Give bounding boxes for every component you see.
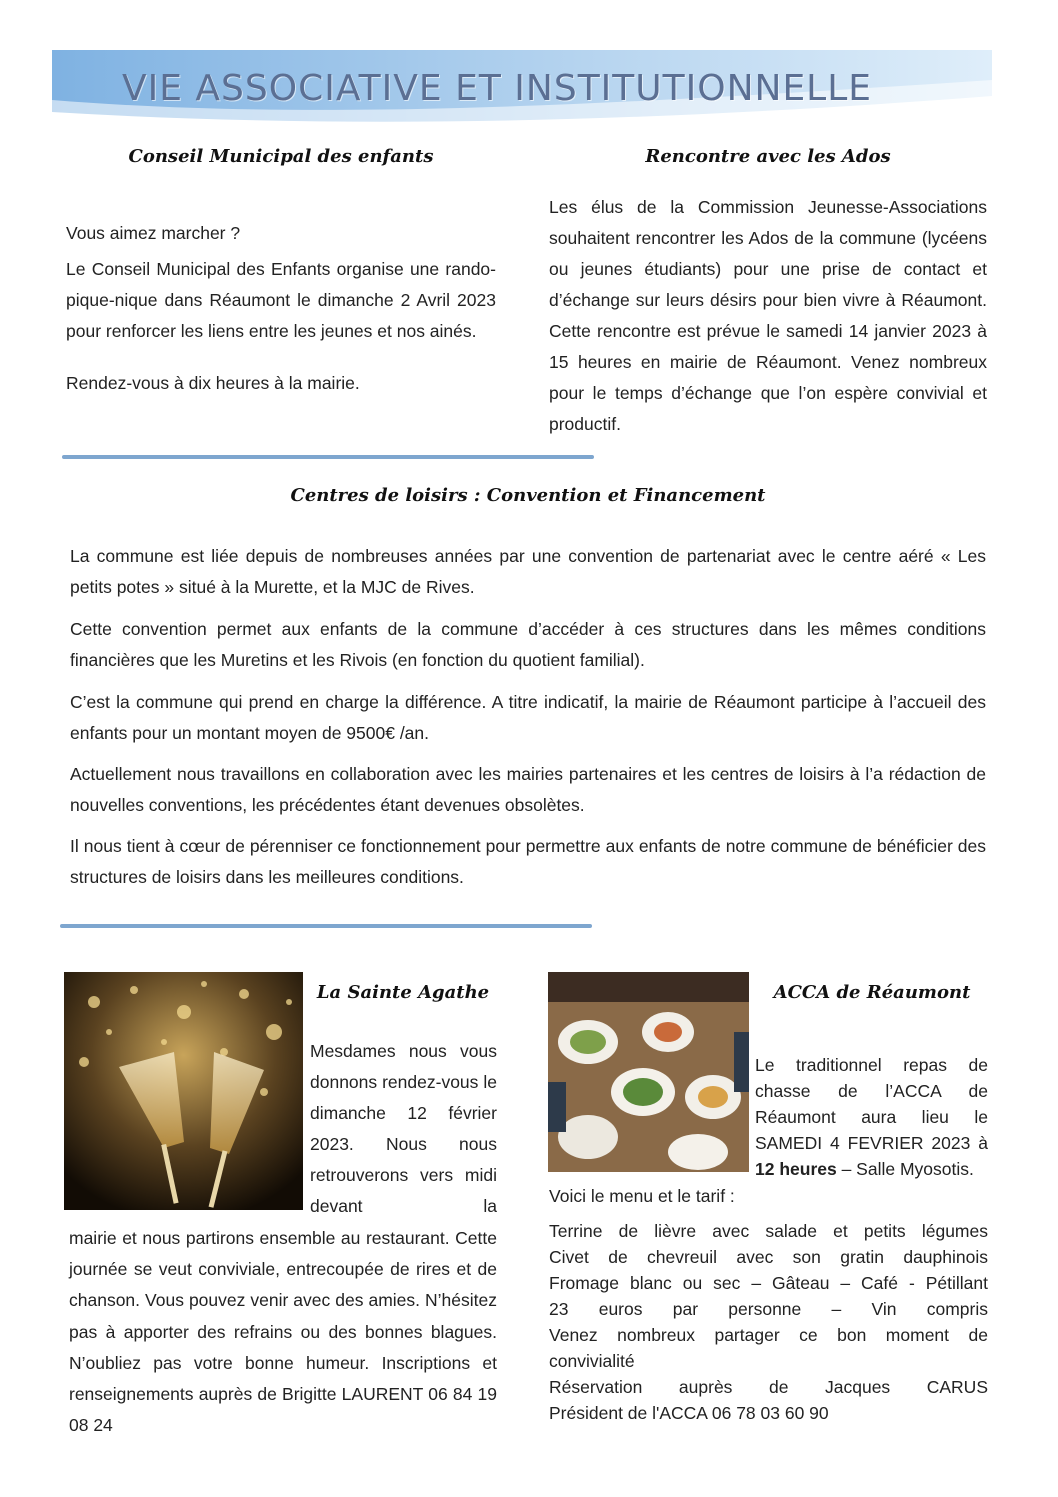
cme-heading: Conseil Municipal des enfants bbox=[128, 146, 434, 167]
loisirs-paragraph-5: Il nous tient à cœur de pérenniser ce fonctionnement pour permettre aux enfants de notre commune de bénéficier des structures de loisirs dans les meilleures conditions. bbox=[70, 836, 986, 887]
menu-line: Venez nombreux partager ce bon moment de convivialité bbox=[549, 1325, 988, 1371]
ados-heading: Rencontre avec les Ados bbox=[645, 146, 891, 167]
acca-menu-intro: Voici le menu et le tarif : bbox=[549, 1186, 735, 1206]
loisirs-paragraph-3: C’est la commune qui prend en charge la différence. A titre indicatif, la mairie de Réaumont participe à l’accueil des enfants pour un montant moyen de 9500€ /an. bbox=[70, 692, 986, 743]
acca-menu bbox=[549, 1218, 988, 1426]
menu-line: 23 euros par personne – Vin compris bbox=[549, 1299, 988, 1319]
acca-text-a: Le traditionnel repas de chasse de l’ACCA de Réaumont aura lieu le SAMEDI 4 FEVRIER 2023 à bbox=[755, 1055, 988, 1153]
loisirs-heading: Centres de loisirs : Convention et Financement bbox=[290, 485, 766, 506]
acca-text-bold: 12 heures bbox=[755, 1159, 837, 1179]
meal-photo bbox=[548, 972, 749, 1172]
menu-line: Civet de chevreuil avec son gratin dauphinois bbox=[549, 1247, 988, 1267]
menu-line: Fromage blanc ou sec – Gâteau – Café - Pétillant bbox=[549, 1273, 988, 1293]
agathe-heading: La Sainte Agathe bbox=[316, 982, 490, 1003]
agathe-paragraph-side: Mesdames nous vous donnons rendez-vous le dimanche 12 février 2023. Nous nous retrouverons vers midi devant la bbox=[310, 1041, 497, 1216]
champagne-photo bbox=[64, 972, 303, 1210]
menu-line: Réservation auprès de Jacques CARUS bbox=[549, 1377, 988, 1397]
acca-text-b: – Salle Myosotis. bbox=[836, 1159, 974, 1179]
acca-paragraph-side bbox=[755, 1052, 988, 1182]
ados-paragraph: Les élus de la Commission Jeunesse-Associations souhaitent rencontrer les Ados de la commune (lycéens ou jeunes étudiants) pour une prise de contact et d’échange sur leurs désirs pour bien vivre à Réaumont. Cette rencontre est prévue le samedi 14 janvier 2023 à 15 heures en mairie de Réaumont. Venez nombreux pour le temps d’échange que l’on espère convivial et productif. bbox=[549, 197, 987, 434]
acca-heading: ACCA de Réaumont bbox=[773, 982, 971, 1003]
cme-question: Vous aimez marcher ? bbox=[66, 223, 241, 243]
loisirs-paragraph-1: La commune est liée depuis de nombreuses années par une convention de partenariat avec le centre aéré « Les petits potes » situé à la Murette, et la MJC de Rives. bbox=[70, 546, 986, 597]
menu-line: Terrine de lièvre avec salade et petits légumes bbox=[549, 1221, 988, 1241]
cme-paragraph: Le Conseil Municipal des Enfants organise une rando-pique-nique dans Réaumont le dimanche 2 Avril 2023 pour renforcer les liens entre les jeunes et nos ainés. bbox=[66, 259, 496, 341]
loisirs-paragraph-4: Actuellement nous travaillons en collaboration avec les mairies partenaires et les centres de loisirs à l’a rédaction de nouvelles conventions, les précédentes étant devenues obsolètes. bbox=[70, 764, 986, 815]
section-divider bbox=[62, 455, 594, 459]
agathe-paragraph: mairie et nous partirons ensemble au restaurant. Cette journée se veut conviviale, entrecoupée de rires et de chanson. Vous pouvez venir avec des amies. N’hésitez pas à apporter des refrains ou des bonnes blagues. N’oubliez pas votre bonne humeur. Inscriptions et renseignements auprès de Brigitte LAURENT 06 84 19 08 24 bbox=[69, 1228, 497, 1436]
menu-line: Président de l'ACCA 06 78 03 60 90 bbox=[549, 1403, 829, 1423]
cme-rendezvous: Rendez-vous à dix heures à la mairie. bbox=[66, 373, 360, 393]
loisirs-paragraph-2: Cette convention permet aux enfants de la commune d’accéder à ces structures dans les mêmes conditions financières que les Muretins et les Rivois (en fonction du quotient familial). bbox=[70, 619, 986, 670]
section-divider bbox=[60, 924, 592, 928]
page-title: VIE ASSOCIATIVE ET INSTITUTIONNELLE bbox=[122, 68, 873, 109]
header-banner bbox=[52, 50, 992, 136]
